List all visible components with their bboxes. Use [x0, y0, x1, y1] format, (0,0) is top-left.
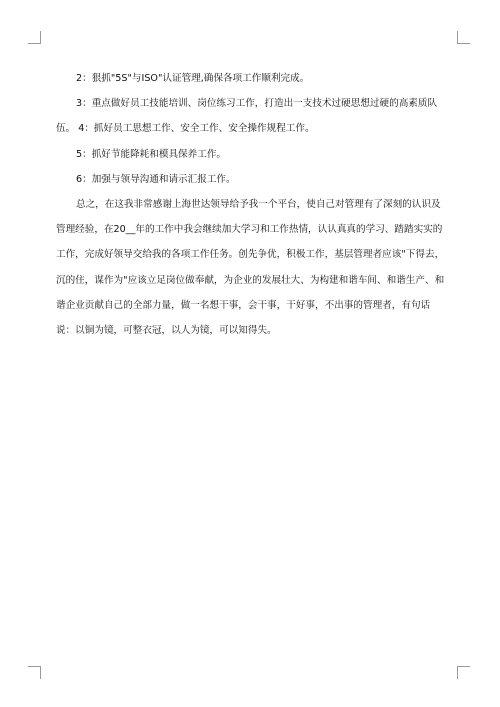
paragraph-item-2: 2：狠抓"5S"与ISO"认证管理,确保各项工作顺利完成。: [76, 73, 310, 84]
crop-mark-bottom-right: [457, 666, 470, 679]
crop-mark-top-left: [28, 31, 41, 44]
document-body: [56, 66, 448, 343]
crop-mark-top-right: [457, 31, 470, 44]
crop-mark-bottom-left: [28, 666, 41, 679]
paragraph-summary: 总之，在这我非常感谢上海世达领导给予我一个平台，使自己对管理有了深刻的认识及管理经验，在20__年的工作中我会继续加大学习和工作热情，认认真真的学习、踏踏实实的工作，完成好领导交给我的各项工作任务。创先争优，积极工作，基层管理者应该"下得去，沉的住，谋作为"应该立足岗位做奉献，为企业的发展壮大、为构建和谐车间、和谐生产、和谐企业贡献自己的全部力量，做一名想干事，会干事，干好事，不出事的管理者，有句话说：以铜为镜，可整衣冠，以人为镜，可以知得失。: [56, 199, 445, 337]
paragraph-item-6: 6：加强与领导沟通和请示汇报工作。: [76, 173, 236, 185]
paragraph-item-3-4: 3：重点做好员工技能培训、岗位练习工作，打造出一支技术过硬思想过硬的高素质队伍。 4：抓好员工思想工作、安全工作、安全操作规程工作。: [56, 98, 438, 135]
paragraph-item-5: 5：抓好节能降耗和模具保养工作。: [76, 148, 227, 160]
